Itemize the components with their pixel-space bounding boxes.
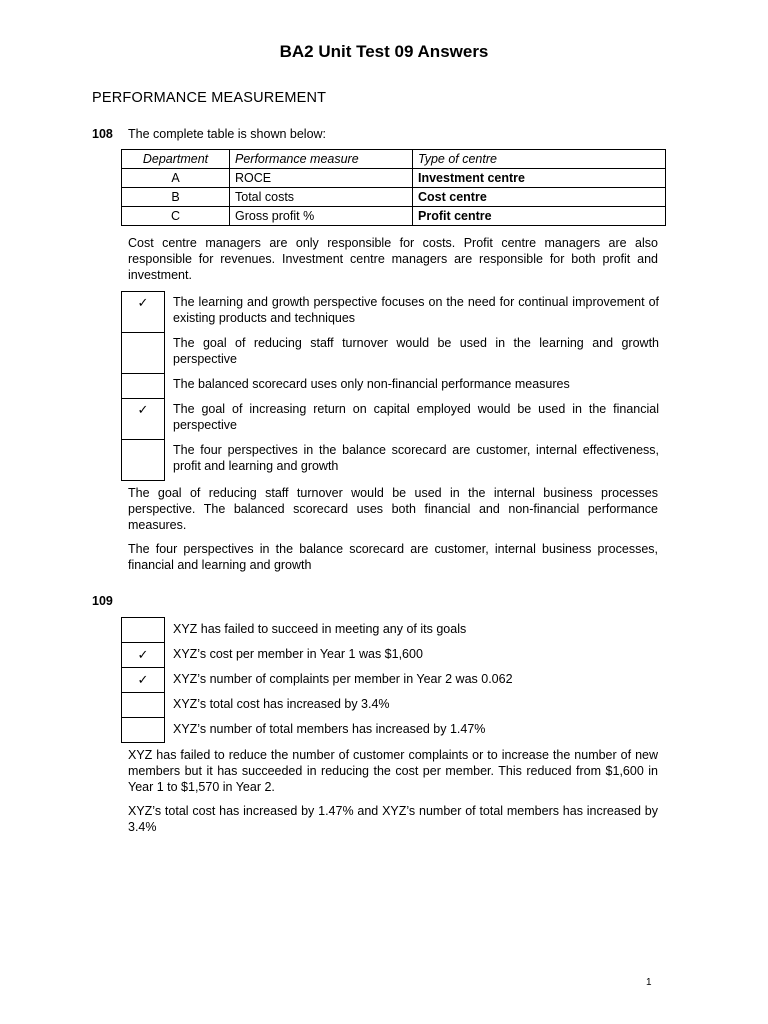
list-item [121,440,659,481]
question-108-options [121,292,659,481]
answer-checkbox[interactable] [121,617,165,643]
table-header-cell: Department [122,150,230,169]
section-heading: PERFORMANCE MEASUREMENT [92,90,327,106]
page-number: 1 [646,977,652,988]
option-text: XYZ has failed to succeed in meeting any of its goals [173,622,467,636]
list-item [121,292,659,333]
question-108-explanation: Cost centre managers are only responsible for costs. Profit centre managers are also responsible for revenues. Investment centre managers are responsible for both profit and investment. [128,236,658,282]
answer-checkbox[interactable] [121,332,165,374]
question-number-109: 109 [92,594,113,608]
list-item [121,693,659,718]
table-header-row [122,150,666,169]
option-text: The learning and growth perspective focuses on the need for continual improvement of existing products and techniques [173,295,659,325]
table-header-cell: Type of centre [413,150,666,169]
table-cell: Cost centre [413,188,666,207]
answer-checkbox[interactable] [121,398,165,440]
answer-checkbox[interactable] [121,717,165,743]
list-item [121,643,659,668]
table-cell: Profit centre [413,207,666,226]
question-109-options [121,618,659,743]
question-108-intro: The complete table is shown below: [128,127,327,141]
option-text: XYZ’s number of complaints per member in Year 2 was 0.062 [173,672,513,686]
answer-checkbox[interactable] [121,291,165,333]
option-text: The four perspectives in the balance scorecard are customer, internal effectiveness, profit and learning and growth [173,443,659,473]
department-table [121,149,666,226]
table-row [122,207,666,226]
table-header-cell: Performance measure [230,150,413,169]
list-item [121,718,659,743]
check-icon: ✓ [137,647,149,662]
table-cell: ROCE [230,169,413,188]
answer-checkbox[interactable] [121,642,165,668]
option-text: XYZ’s cost per member in Year 1 was $1,600 [173,647,423,661]
table-cell: Gross profit % [230,207,413,226]
table-cell: Total costs [230,188,413,207]
question-109-answer-paragraph: XYZ has failed to reduce the number of customer complaints or to increase the number of new members but it has succeeded in reducing the cost per member. This reduced from $1,600 in Year 1 to $1,570 in Year 2. [128,748,658,794]
answer-checkbox[interactable] [121,667,165,693]
question-number-108: 108 [92,127,113,141]
list-item [121,618,659,643]
page-title: BA2 Unit Test 09 Answers [279,42,489,61]
table-row [122,188,666,207]
option-text: The goal of increasing return on capital employed would be used in the financial perspective [173,402,659,432]
answer-checkbox[interactable] [121,439,165,481]
check-icon: ✓ [137,672,149,687]
list-item [121,399,659,440]
question-108-answer-paragraph: The goal of reducing staff turnover would be used in the internal business processes perspective. The balanced scorecard uses both financial and non-financial performance measures. [128,486,658,532]
table-cell: C [122,207,230,226]
option-text: XYZ’s total cost has increased by 3.4% [173,697,390,711]
table-cell: B [122,188,230,207]
option-text: XYZ’s number of total members has increased by 1.47% [173,722,486,736]
list-item [121,333,659,374]
list-item [121,374,659,399]
answer-checkbox[interactable] [121,692,165,718]
question-109-answer-paragraph: XYZ’s total cost has increased by 1.47% and XYZ’s number of total members has increased by 3.4% [128,804,658,834]
list-item [121,668,659,693]
table-cell: A [122,169,230,188]
answer-checkbox[interactable] [121,373,165,399]
check-icon: ✓ [137,295,149,310]
check-icon: ✓ [137,402,149,417]
question-108-answer-paragraph: The four perspectives in the balance scorecard are customer, internal business processes, financial and learning and growth [128,542,658,572]
option-text: The goal of reducing staff turnover would be used in the learning and growth perspective [173,336,659,366]
option-text: The balanced scorecard uses only non-financial performance measures [173,377,570,391]
table-cell: Investment centre [413,169,666,188]
table-row [122,169,666,188]
